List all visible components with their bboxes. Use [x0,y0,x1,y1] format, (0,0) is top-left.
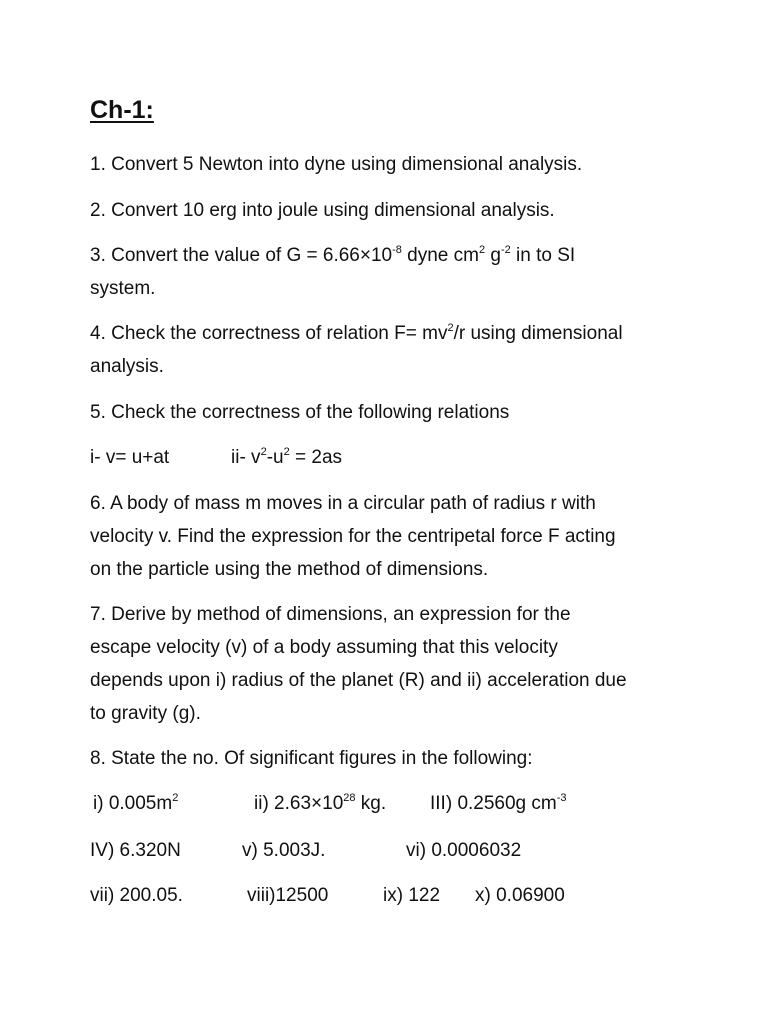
superscript: -3 [556,792,567,804]
question-3-text: g [485,245,501,266]
superscript: 2 [260,446,267,458]
question-7-line-2: escape velocity (v) of a body assuming that this velocity [90,637,558,658]
superscript: 28 [343,792,356,804]
question-5: 5. Check the correctness of the following relations [90,402,510,423]
superscript: 2 [283,446,290,458]
relation-ii [231,441,342,474]
item-v: v) 5.003J. [242,840,326,861]
question-4-text: /r using dimensional [453,323,623,344]
item-iii-text: III) 0.2560g cm [430,793,557,814]
item-ix: ix) 122 [383,885,441,906]
superscript: -8 [392,244,402,256]
relation-ii-text: ii- v [231,447,261,468]
question-3-text: dyne cm [401,245,479,266]
item-ii [254,787,386,820]
question-4-continued: analysis. [90,356,164,377]
question-6-line-1: 6. A body of mass m moves in a circular path of radius r with [90,493,596,514]
question-8: 8. State the no. Of significant figures in the following: [90,748,533,769]
question-6-line-2: velocity v. Find the expression for the centripetal force F acting [90,526,616,547]
item-x: x) 0.06900 [475,885,565,906]
item-viii: viii)12500 [247,885,329,906]
item-vii: vii) 200.05. [90,885,183,906]
item-i [93,787,178,820]
question-7-line-1: 7. Derive by method of dimensions, an expression for the [90,604,571,625]
question-6-line-3: on the particle using the method of dimensions. [90,559,489,580]
question-3 [90,239,575,272]
question-1: 1. Convert 5 Newton into dyne using dimensional analysis. [90,154,583,175]
superscript: 2 [447,322,454,334]
relation-ii-text: -u [266,447,284,468]
question-3-text: 3. Convert the value of G = 6.66×10 [90,245,393,266]
question-2: 2. Convert 10 erg into joule using dimensional analysis. [90,200,555,221]
question-3-continued: system. [90,278,156,299]
item-vi: vi) 0.0006032 [406,840,522,861]
question-4-text: 4. Check the correctness of relation F= mv [90,323,448,344]
superscript: 2 [478,244,486,256]
superscript: -2 [500,244,511,256]
item-i-text: i) 0.005m [93,793,173,814]
item-ii-text: kg. [355,793,387,814]
question-3-text: in to SI [510,245,576,266]
relation-i: i- v= u+at [90,447,170,468]
item-iv: IV) 6.320N [90,840,181,861]
question-4 [90,317,623,350]
question-7-line-3: depends upon i) radius of the planet (R) and ii) acceleration due [90,670,627,691]
item-iii [430,787,567,820]
chapter-heading: Ch-1: [90,96,154,124]
superscript: 2 [172,792,179,804]
relation-ii-text: = 2as [289,447,343,468]
question-7-line-4: to gravity (g). [90,703,201,724]
item-ii-text: ii) 2.63×10 [254,793,344,814]
